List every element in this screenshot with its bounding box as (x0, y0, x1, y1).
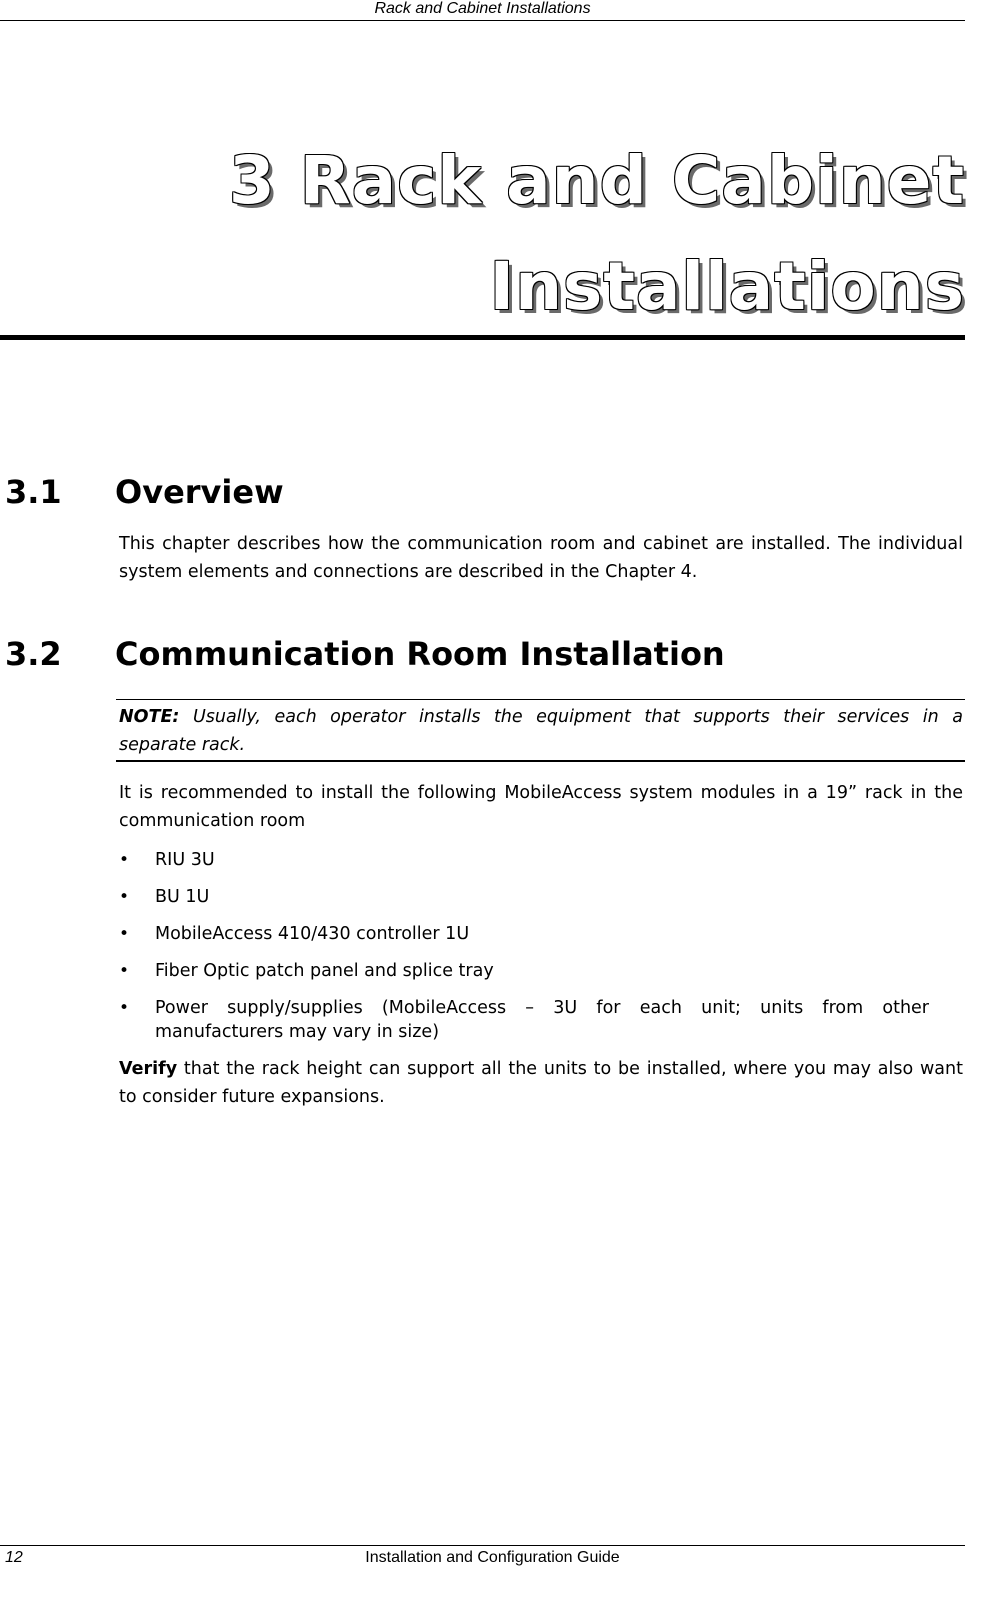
list-item-line-1: Power supply/supplies (MobileAccess – 3U for each unit; units from other (155, 998, 929, 1018)
guide-title: Installation and Configuration Guide (365, 1549, 620, 1566)
list-item-text: BU 1U (155, 887, 210, 907)
overview-paragraph: This chapter describes how the communication room and cabinet are installed. The individual system elements and connections are described in the Chapter 4. (119, 534, 963, 582)
bullet-icon: • (119, 924, 130, 944)
note-line-1-text: Usually, each operator installs the equipment that supports their services in a (192, 707, 963, 727)
verify-paragraph (119, 1055, 963, 1111)
list-item (119, 885, 929, 909)
section-title: Communication Room Installation (115, 635, 725, 673)
verify-text: that the rack height can support all the units to be installed, where you may also want to consider future expansions. (119, 1059, 963, 1107)
bullet-icon: • (119, 850, 130, 870)
bullet-icon: • (119, 998, 130, 1018)
section-number: 3.2 (5, 635, 62, 673)
list-item (119, 959, 929, 983)
bullet-icon: • (119, 961, 130, 981)
running-footer (0, 1545, 965, 1570)
page-number: 12 (5, 1549, 23, 1566)
note-box (116, 699, 965, 762)
list-item-text: Fiber Optic patch panel and splice tray (155, 961, 494, 981)
rack-intro-paragraph: It is recommended to install the following MobileAccess system modules in a 19” rack in the communication room (119, 783, 963, 831)
note-label: NOTE: (119, 707, 180, 727)
list-item (119, 922, 929, 946)
chapter-title (25, 128, 965, 340)
note-line-1 (119, 703, 963, 731)
verify-label: Verify (119, 1059, 178, 1079)
chapter-title-line-1: 3 Rack and Cabinet (228, 142, 965, 219)
list-item-text: RIU 3U (155, 850, 215, 870)
list-item-text: MobileAccess 410/430 controller 1U (155, 924, 470, 944)
chapter-title-line-2: Installations (489, 248, 965, 325)
section-number: 3.1 (5, 473, 62, 511)
list-item-text (155, 996, 929, 1044)
section-title: Overview (115, 473, 284, 511)
running-header (0, 0, 965, 21)
list-item (119, 996, 929, 1044)
bullet-icon: • (119, 887, 130, 907)
chapter-title-rule (0, 335, 965, 340)
list-item (119, 848, 929, 872)
note-line-2: separate rack. (119, 735, 246, 755)
note-text (119, 703, 963, 759)
list-item-line-2: manufacturers may vary in size) (155, 1022, 440, 1042)
section-heading-communication-room (5, 634, 725, 674)
running-header-title: Rack and Cabinet Installations (374, 0, 591, 17)
section-heading-overview (5, 472, 284, 512)
